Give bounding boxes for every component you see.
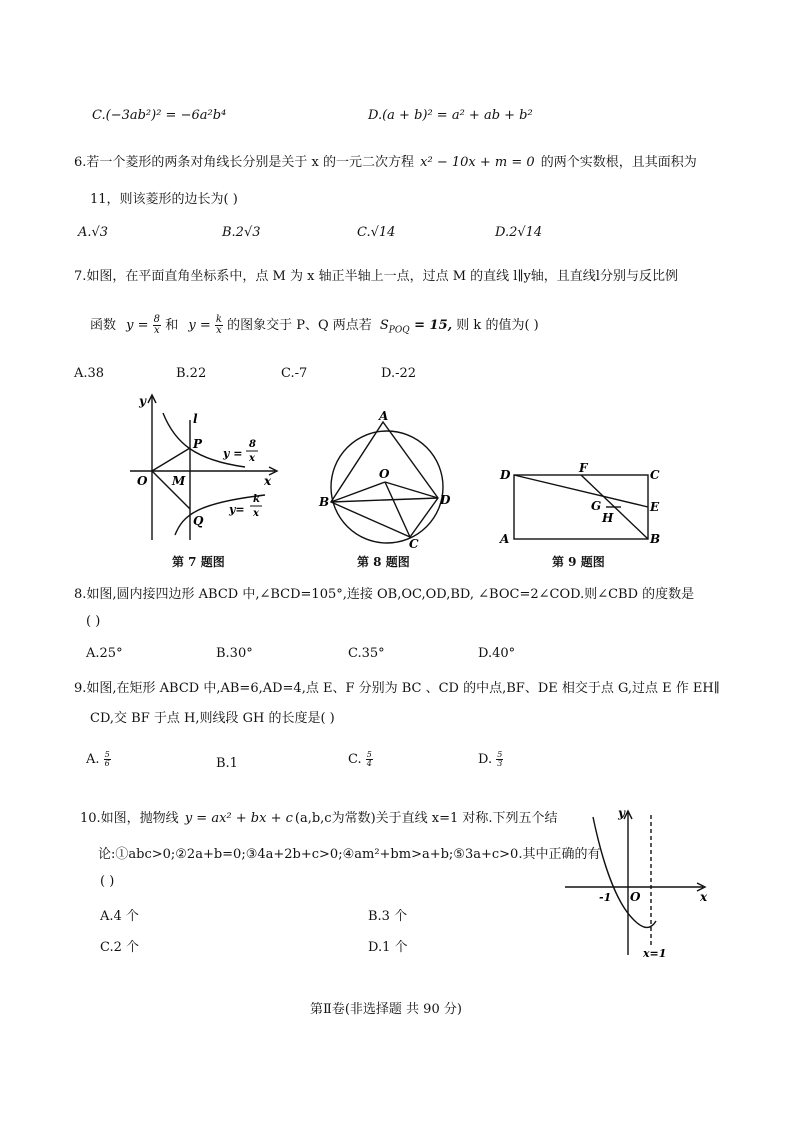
q7-option-b: B.22	[176, 366, 207, 381]
q7-area-val: = 15,	[409, 318, 453, 333]
fig9-segment-DE	[514, 475, 648, 507]
fig7-label-l: l	[193, 412, 198, 426]
q8-stem: 8.如图,圆内接四边形 ABCD 中,∠BCD=105°,连接 OB,OC,OD,BD, ∠BOC=2∠COD.则∠CBD 的度数是	[74, 587, 695, 602]
fig9-label-G: G	[591, 499, 602, 513]
fig8-label-C: C	[409, 537, 419, 550]
fig7-func1-prefix: y =	[223, 447, 243, 460]
q7-f2-prefix: y =	[188, 318, 211, 333]
q8-option-d: D.40°	[478, 646, 516, 661]
q9-option-a: A. $\frac{5}{6}$	[86, 750, 110, 768]
q6-option-d: D.2√14	[495, 225, 543, 240]
q8-paren: ( )	[86, 614, 101, 629]
q7-f1-frac: $\frac{8}{x}$	[153, 314, 161, 336]
fig9-label-H: H	[602, 511, 614, 525]
q6-option-a: A.√3	[78, 225, 109, 240]
q6-option-b: B.2√3	[222, 225, 261, 240]
q10-text-a: 10.如图，抛物线	[80, 811, 179, 826]
fig10-label-x: x	[700, 890, 708, 904]
q10-paren: ( )	[100, 874, 115, 889]
fig10-label-x1: x=1	[643, 947, 667, 960]
q7-area: $S_{POQ}$	[379, 318, 410, 336]
fig8-segment-OB	[331, 482, 385, 502]
fig9-label-A: A	[500, 532, 510, 546]
q6-stem-part1: 6.若一个菱形的两条对角线长分别是关于 x 的一元二次方程	[74, 155, 414, 170]
section-title: 第Ⅱ卷(非选择题 共 90 分)	[310, 1002, 462, 1017]
fig7-func2-num: k	[253, 494, 260, 505]
fig7-func1-den: x	[249, 453, 255, 464]
q7-text-c: 则 k 的值为( )	[456, 318, 539, 333]
q7-option-c: C.-7	[281, 366, 308, 381]
fig9-label-F: F	[579, 461, 588, 475]
q7-stem-line2	[90, 314, 539, 336]
q7-f1-prefix: y =	[126, 318, 149, 333]
fig8-label-B: B	[319, 495, 330, 509]
fig10-label-O: O	[630, 890, 641, 904]
q9-stem-line2: CD,交 BF 于点 H,则线段 GH 的长度是( )	[90, 711, 335, 726]
fig9-caption: 第 9 题图	[552, 555, 605, 569]
q9-option-c: C. $\frac{5}{4}$	[348, 750, 372, 768]
q10-text-b: (a,b,c为常数)关于直线 x=1 对称.下列五个结	[294, 811, 558, 826]
fig10-parabola	[593, 817, 656, 927]
q10-stem-line2: 论:①abc>0;②2a+b=0;③4a+2b+c>0;④am²+bm>a+b;⑤3a+c>0.其中正确的有	[98, 847, 601, 862]
q7-text-b: 的图象交于 P、Q 两点若	[227, 318, 372, 333]
q7-and: 和	[165, 318, 179, 333]
fig7-label-y: y	[139, 394, 146, 408]
q6-stem-line2: 11，则该菱形的边长为( )	[90, 192, 238, 207]
q7-f2-frac: $\frac{k}{x}$	[215, 314, 222, 336]
fig9-label-B: B	[650, 532, 661, 546]
q6-option-c: C.√14	[357, 225, 396, 240]
q7-option-a: A.38	[74, 366, 105, 381]
q8-option-c: C.35°	[348, 646, 385, 661]
fig7-caption: 第 7 题图	[172, 555, 225, 569]
figure-7	[125, 385, 290, 545]
figure-10	[560, 805, 720, 963]
fig9-rectangle	[514, 475, 648, 539]
q5-option-d: D.(a + b)² = a² + ab + b²	[368, 108, 533, 123]
fig8-label-D: D	[440, 493, 451, 507]
fig10-label-y: y	[618, 806, 625, 820]
fig9-label-D: D	[500, 468, 511, 482]
q10-option-c: C.2 个	[100, 940, 140, 955]
q10-option-a: A.4 个	[100, 909, 139, 924]
q6-equation: x² − 10x + m = 0	[420, 155, 535, 170]
fig7-label-Q: Q	[193, 514, 204, 528]
fig7-func2-prefix: y=	[229, 503, 245, 516]
fig7-func2-den: x	[253, 508, 259, 519]
q8-option-a: A.25°	[86, 646, 123, 661]
fig7-label-P: P	[193, 437, 203, 451]
q7-stem-line1: 7.如图，在平面直角坐标系中，点 M 为 x 轴正半轴上一点，过点 M 的直线 l∥y轴，且直线l分别与反比例	[74, 269, 678, 284]
q8-option-b: B.30°	[216, 646, 253, 661]
fig7-func1-num: 8	[249, 439, 256, 450]
q9-stem-line1: 9.如图,在矩形 ABCD 中,AB=6,AD=4,点 E、F 分别为 BC 、CD 的中点,BF、DE 相交于点 G,过点 E 作 EH∥	[74, 681, 720, 696]
fig8-segment-OD	[385, 482, 438, 498]
fig10-label-neg1: -1	[599, 891, 612, 904]
fig8-label-A: A	[379, 410, 389, 423]
fig7-segment-OP	[152, 448, 190, 471]
fig9-label-E: E	[650, 500, 660, 514]
fig7-label-M: M	[172, 474, 186, 488]
fig7-label-O: O	[137, 474, 148, 488]
fig7-curve-k-over-x	[175, 495, 265, 535]
q5-option-c: C.(−3ab²)² = −6a²b⁴	[92, 108, 227, 123]
q10-stem-line1	[80, 807, 558, 826]
fig8-segment-BD	[331, 498, 438, 502]
figure-9	[495, 460, 665, 550]
q6-stem	[74, 151, 697, 170]
q6-stem-part2: 的两个实数根，且其面积为	[540, 155, 697, 170]
q7-option-d: D.-22	[381, 366, 417, 381]
fig9-label-C: C	[650, 468, 660, 482]
q10-option-d: D.1 个	[368, 940, 408, 955]
figure-8	[315, 410, 465, 550]
fig8-label-O: O	[379, 467, 390, 481]
q9-option-b: B.1	[216, 756, 238, 771]
fig7-label-x: x	[264, 474, 272, 488]
fig8-segment-OC	[385, 482, 410, 537]
q9-option-d: D. $\frac{5}{3}$	[478, 750, 503, 768]
q7-text-a: 函数	[90, 318, 117, 333]
q10-equation: y = ax² + bx + c	[184, 811, 293, 826]
fig8-caption: 第 8 题图	[357, 555, 410, 569]
q10-option-b: B.3 个	[368, 909, 408, 924]
